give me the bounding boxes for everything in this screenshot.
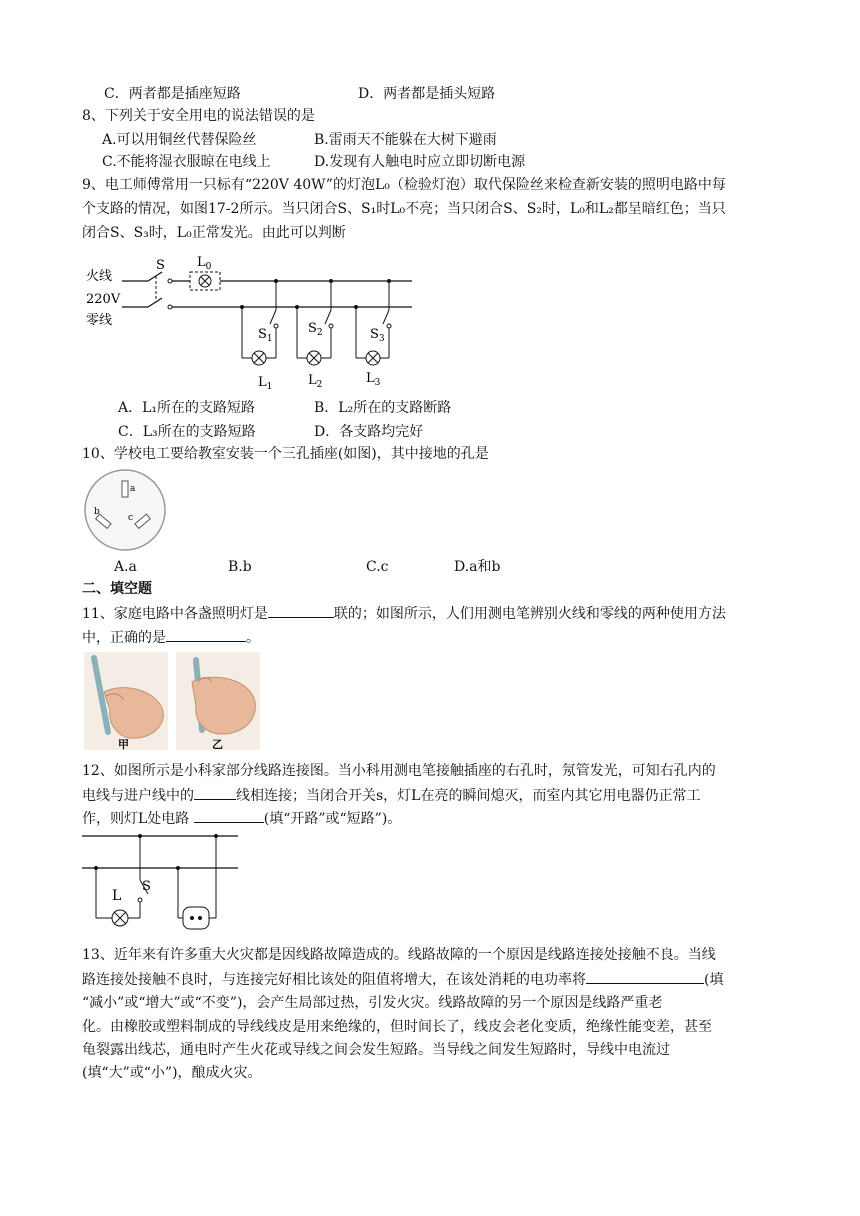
q12-line3: 作，则灯L处电路 (填“开路”或“短路”)。: [82, 808, 401, 829]
q7-option-c: C．两者都是插座短路: [104, 86, 241, 102]
q13-line1: 13、近年来有许多重大火灾都是因线路故障造成的。线路故障的一个原因是线路连接处接触不良。当线: [82, 947, 716, 963]
q9-option-a: A．L₁所在的支路短路: [118, 400, 256, 416]
section-fill-in-title: 二、填空题: [82, 581, 152, 597]
q9-option-d: D．各支路均完好: [314, 424, 424, 440]
test-bulb-label: $L_0$: [197, 255, 212, 272]
three-hole-socket-figure: [82, 468, 168, 552]
q8-option-a: A.可以用铜丝代替保险丝: [102, 132, 257, 148]
switch-s2-label: $S_2$: [308, 321, 323, 338]
hole-b-label: b: [94, 507, 100, 517]
q9-stem-line2: 个支路的情况，如图17-2所示。当只闭合S、S₁时L₀不亮；当只闭合S、S₂时，L₀和L₂都呈暗红色；当只: [82, 201, 726, 217]
switch-s1-label: $S_1$: [258, 327, 273, 344]
q9-option-b: B．L₂所在的支路断路: [314, 400, 452, 416]
q11-line2: 中，正确的是 。: [82, 627, 260, 648]
bulb-l1-label: $L_1$: [258, 375, 273, 392]
main-switch-label: S: [156, 258, 165, 273]
q9-stem-line1: 9、电工师傅常用一只标有“220V 40W”的灯泡L₀（检验灯泡）取代保险丝来检查新安装的照明电路中每: [82, 177, 726, 193]
neutral-wire-label: 零线: [86, 313, 113, 328]
q12-blank-1[interactable]: [194, 785, 236, 800]
q10-option-b: B.b: [228, 559, 252, 575]
q12-line2: 电线与进户线中的 线相连接；当闭合开关s，灯L在亮的瞬间熄灭，而室内其它用电器仍正常工: [82, 785, 700, 806]
main-switch-blade: [148, 272, 162, 281]
socket-icon: [183, 907, 209, 929]
q10-stem: 10、学校电工要给教室安装一个三孔插座(如图)，其中接地的孔是: [82, 446, 489, 462]
q12-blank-2[interactable]: [194, 808, 264, 823]
switch-s3: [383, 310, 389, 324]
bulb-l2-label: $L_2$: [308, 373, 323, 390]
switch-s-label: S: [142, 879, 151, 894]
bulb-l3-label: $L_3$: [366, 371, 381, 388]
hole-a-label: a: [130, 484, 136, 494]
q13-blank-1[interactable]: [586, 969, 704, 984]
q13-line2: 路连接处接触不良时，与连接完好相比该处的阻值将增大，在该处消耗的电功率将 (填: [82, 969, 723, 990]
q12-line1: 12、如图所示是小科家部分线路连接图。当小科用测电笔接触插座的右孔时，氖管发光，可知右孔内的: [82, 763, 716, 779]
q11-test-pen-photos: [84, 652, 260, 750]
q10-option-a: A.a: [114, 559, 137, 575]
q9-option-c: C．L₃所在的支路短路: [118, 424, 256, 440]
switch-s3-label: $S_3$: [370, 327, 385, 344]
q11-line1: 11、家庭电路中各盏照明灯是 联的；如图所示，人们用测电笔辨别火线和零线的两种使用方法: [82, 603, 726, 624]
q13-line4: 化。由橡胶或塑料制成的导线线皮是用来绝缘的，但时间长了，线皮会老化变质，绝缘性能变差，甚至: [82, 1019, 712, 1035]
photo-label-yi: 乙: [212, 738, 223, 750]
q13-line3: “减小”或“增大”或“不变”)，会产生局部过热，引发火灾。线路故障的另一个原因是线路严重老: [82, 995, 663, 1011]
q7-option-d: D．两者都是插头短路: [358, 86, 496, 102]
q10-option-c: C.c: [366, 559, 389, 575]
live-wire-label: 火线: [86, 269, 113, 284]
hole-c-label: c: [128, 513, 134, 523]
q9-circuit-diagram: [86, 252, 426, 392]
q13-line6: (填“大”或“小”)，酿成火灾。: [82, 1065, 262, 1081]
switch-s1: [270, 310, 276, 324]
photo-label-jia: 甲: [118, 738, 129, 750]
q9-stem-line3: 闭合S、S₃时，L₀正常发光。由此可以判断: [82, 225, 346, 241]
q8-stem: 8、下列关于安全用电的说法错误的是: [82, 108, 315, 124]
q8-option-d: D.发现有人触电时应立即切断电源: [314, 154, 526, 170]
switch-s2: [325, 310, 331, 324]
q11-blank-1[interactable]: [268, 603, 334, 618]
q13-line5: 龟裂露出线芯，通电时产生火花或导线之间会发生短路。当导线之间发生短路时，导线中电流过: [82, 1042, 670, 1058]
lamp-l-label: L: [112, 888, 122, 904]
q10-option-d: D.a和b: [454, 559, 501, 575]
q8-option-c: C.不能将湿衣服晾在电线上: [102, 154, 271, 170]
q11-blank-2[interactable]: [166, 627, 246, 642]
q12-circuit-diagram: [82, 830, 242, 930]
q8-option-b: B.雷雨天不能躲在大树下避雨: [314, 132, 497, 148]
voltage-label: 220V: [86, 292, 121, 307]
